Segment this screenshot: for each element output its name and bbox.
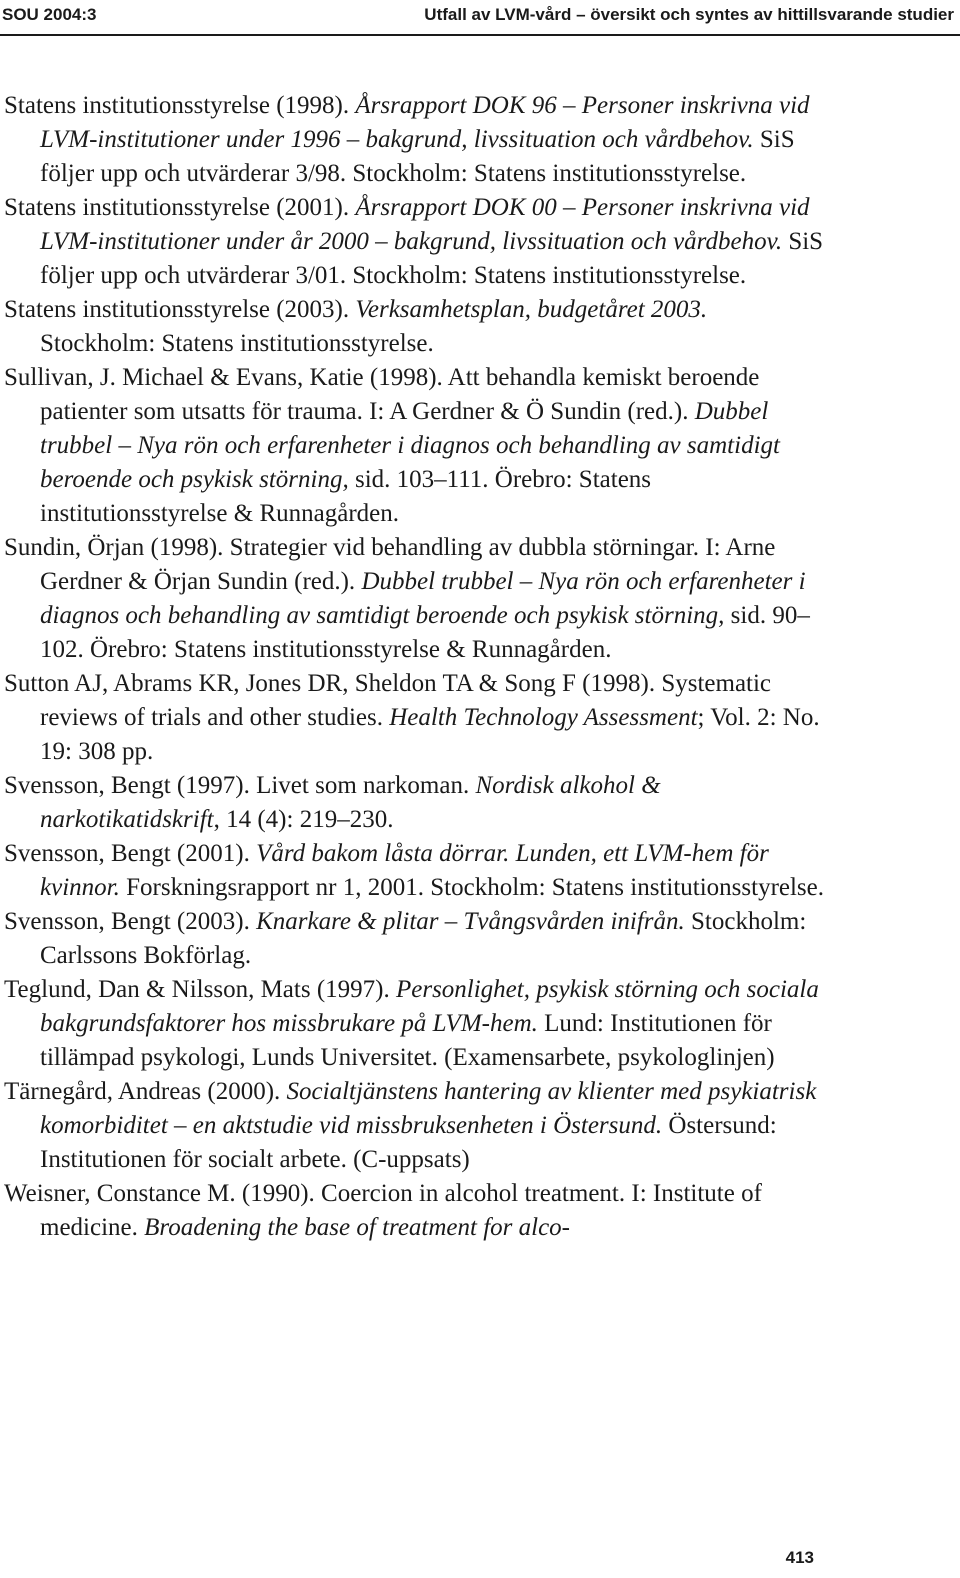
reference-title: Nordisk alkohol & narkotikatidskrift: [40, 772, 661, 833]
reference-text: Svensson, Bengt (2003).: [4, 908, 257, 935]
reference-text: Sullivan, J. Michael & Evans, Katie (1998). Att behandla kemiskt beroende patienter som utsatts för trauma. I: A Gerdner & Ö Sundin (red.).: [4, 364, 760, 425]
reference-text: sid. 103–111. Örebro: Statens institutionsstyrelse & Runnagården.: [40, 466, 652, 527]
reference-text: Östersund: Institutionen för socialt arbete. (C-uppsats): [40, 1112, 777, 1173]
reference-title: Knarkare & plitar – Tvångsvården inifrån.: [256, 908, 685, 935]
reference-text: Statens institutionsstyrelse (1998).: [4, 92, 356, 119]
reference-text: sid. 90–102. Örebro: Statens institutionsstyrelse & Runnagården.: [40, 602, 810, 663]
reference-text: Teglund, Dan & Nilsson, Mats (1997).: [4, 976, 396, 1003]
reference-text: SiS följer upp och utvärderar 3/98. Stockholm: Statens institutionsstyrelse.: [40, 126, 795, 187]
reference-title: Broadening the base of treatment for alco-: [144, 1214, 570, 1241]
reference-text: Statens institutionsstyrelse (2001).: [4, 194, 356, 221]
reference-title: Socialtjänstens hantering av klienter med psykiatrisk komorbiditet – en aktstudie vid missbruksenheten i Östersund.: [40, 1078, 817, 1139]
reference-title: Dubbel trubbel – Nya rön och erfarenheter i diagnos och behandling av samtidigt beroende och psykisk störning,: [40, 568, 806, 629]
reference-entry: [4, 769, 824, 837]
reference-title: Årsrapport DOK 96 – Personer inskrivna vid LVM-institutioner under 1996 – bakgrund, livssituation och vårdbehov.: [40, 92, 810, 153]
header-rule: [0, 34, 960, 36]
reference-entry: [4, 361, 824, 531]
reference-entry: [4, 89, 824, 191]
running-header: [0, 0, 960, 32]
reference-title: Personlighet, psykisk störning och sociala bakgrundsfaktorer hos missbrukare på LVM-hem.: [40, 976, 819, 1037]
reference-entry: [4, 191, 824, 293]
reference-entry: [4, 1177, 824, 1245]
reference-title: Verksamhetsplan, budgetåret 2003.: [355, 296, 708, 323]
reference-title: Health Technology Assessment: [389, 704, 698, 731]
reference-text: Weisner, Constance M. (1990). Coercion in alcohol treatment. I: Institute of medicine.: [4, 1180, 762, 1241]
reference-title: Dubbel trubbel – Nya rön och erfarenheter i diagnos och behandling av samtidigt beroende och psykisk störning,: [40, 398, 780, 493]
reference-entry: [4, 973, 824, 1075]
reference-text: SiS följer upp och utvärderar 3/01. Stockholm: Statens institutionsstyrelse.: [40, 228, 824, 289]
reference-text: Sutton AJ, Abrams KR, Jones DR, Sheldon TA & Song F (1998). Systematic reviews of trials and other studies.: [4, 670, 772, 731]
reference-text: Forskningsrapport nr 1, 2001. Stockholm: Statens institutionsstyrelse.: [119, 874, 825, 901]
reference-list: [4, 89, 824, 1245]
reference-text: Lund: Institutionen för tillämpad psykologi, Lunds Universitet. (Examensarbete, psykologlinjen): [40, 1010, 775, 1071]
reference-entry: [4, 531, 824, 667]
reference-title: Årsrapport DOK 00 – Personer inskrivna vid LVM-institutioner under år 2000 – bakgrund, livssituation och vårdbehov.: [40, 194, 810, 255]
reference-text: Stockholm: Carlssons Bokförlag.: [40, 908, 807, 969]
reference-text: , 14 (4): 219–230.: [213, 806, 394, 833]
reference-text: Tärnegård, Andreas (2000).: [4, 1078, 287, 1105]
reference-entry: [4, 837, 824, 905]
reference-text: Svensson, Bengt (2001).: [4, 840, 257, 867]
reference-text: Sundin, Örjan (1998). Strategier vid behandling av dubbla störningar. I: Arne Gerdner & Örjan Sundin (red.).: [4, 534, 776, 595]
reference-text: Statens institutionsstyrelse (2003).: [4, 296, 356, 323]
running-title: Utfall av LVM-vård – översikt och syntes av hittillsvarande studier: [424, 5, 954, 24]
reference-text: Stockholm: Statens institutionsstyrelse.: [40, 330, 434, 357]
doc-id: SOU 2004:3: [2, 5, 97, 24]
page-number: 413: [785, 1548, 814, 1567]
reference-entry: [4, 667, 824, 769]
reference-text: ; Vol. 2: No. 19: 308 pp.: [40, 704, 820, 765]
reference-text: Svensson, Bengt (1997). Livet som narkoman.: [4, 772, 476, 799]
reference-entry: [4, 293, 824, 361]
reference-entry: [4, 905, 824, 973]
reference-title: Vård bakom låsta dörrar. Lunden, ett LVM-hem för kvinnor.: [40, 840, 769, 901]
reference-entry: [4, 1075, 824, 1177]
